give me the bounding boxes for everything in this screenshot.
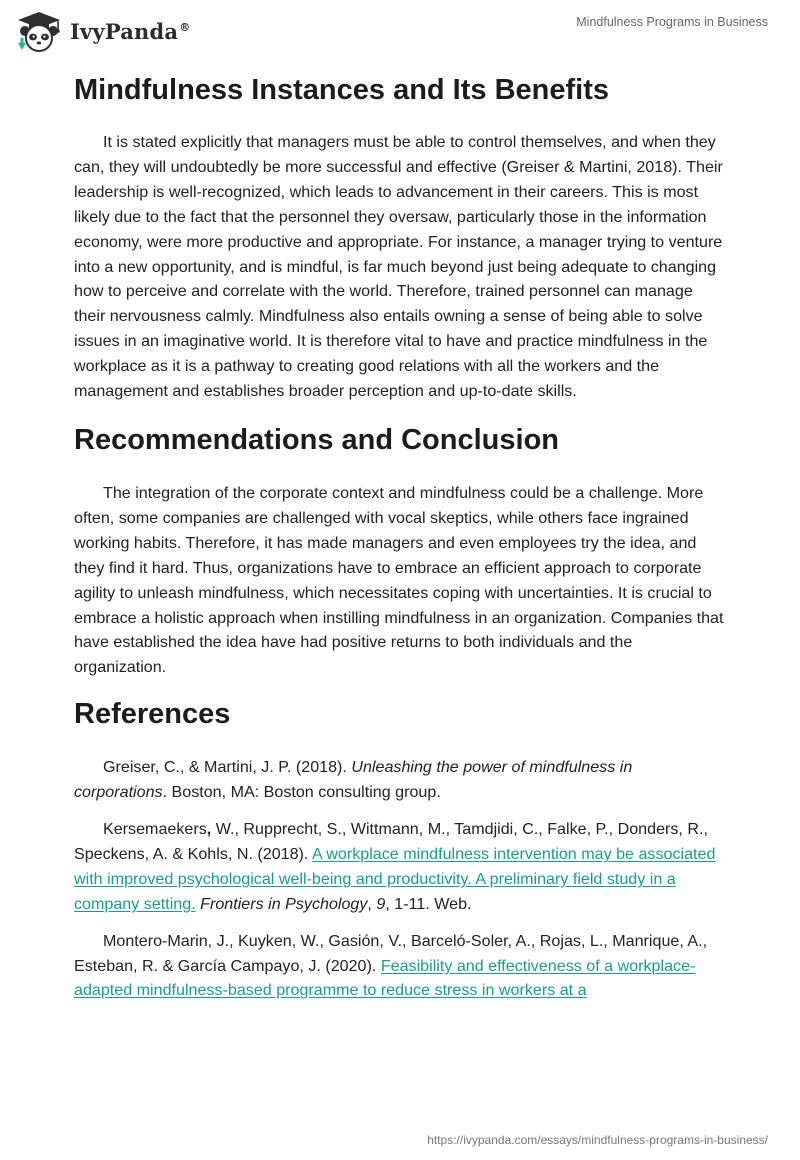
paragraph-recommendations: The integration of the corporate context and mindfulness could be a challenge. More often, some companies are challenged with vocal skeptics, while others face ingrained working habits. Therefore, it has made managers and even employees try the idea, and they find it hard. Thus, organizations have to embrace an efficient approach to corporate agility to unleash mindfulness, which necessitates coping with uncertainties. It is crucial to embrace a holistic approach when instilling mindfulness in an organization. Companies that have established the idea have had positive returns to both individuals and the organization.: [74, 483, 724, 677]
footer-url[interactable]: https://ivypanda.com/essays/mindfulness-programs-in-business/: [427, 1133, 768, 1147]
reference-item: Greiser, C., & Martini, J. P. (2018). Unleashing the power of mindfulness in corporations. Boston, MA: Boston consulting group.: [74, 758, 633, 802]
page-header: [0, 0, 800, 62]
essay-content: [74, 70, 724, 1015]
section-heading-recommendations: Recommendations and Conclusion: [74, 423, 559, 456]
reference-item: Kersemaekers, W., Rupprecht, S., Wittmann, M., Tamdjidi, C., Falke, P., Donders, R., Speckens, A. & Kohls, N. (2018). A workplace mindfulness intervention may be associated with improved psychological well-being and productivity. A preliminary field study in a company setting. Frontiers in Psychology, 9, 1-11. Web.: [74, 820, 716, 913]
panda-graduate-icon: [14, 10, 64, 52]
section-heading-references: References: [74, 698, 231, 731]
ivypanda-logo[interactable]: [14, 10, 190, 52]
reference-link[interactable]: A workplace mindfulness intervention may be associated with improved psychological well-being and productivity. A preliminary field study in a company setting.: [74, 844, 716, 913]
reference-item: Montero-Marin, J., Kuyken, W., Gasión, V., Barceló-Soler, A., Rojas, L., Manrique, A., Esteban, R. & García Campayo, J. (2020). Feasibility and effectiveness of a workplace-adapted mindfulness-based programme to reduce stress in workers at a: [74, 931, 708, 1000]
running-title: Mindfulness Programs in Business: [576, 15, 768, 29]
reference-link[interactable]: Feasibility and effectiveness of a workplace-adapted mindfulness-based programme to reduce stress in workers at a: [74, 956, 696, 1000]
section-heading-instances: Mindfulness Instances and Its Benefits: [74, 74, 609, 106]
paragraph-instances: It is stated explicitly that managers must be able to control themselves, and when they can, they will undoubtedly be more successful and effective (Greiser & Martini, 2018). Their leadership is well-recognized, which leads to advancement in their careers. This is most likely due to the fact that the personnel they oversaw, particularly those in the information economy, were more productive and appropriate. For instance, a manager trying to venture into a new opportunity, and is mindful, is far much beyond just being adequate to changing how to perceive and correlate with the world. Therefore, trained personnel can manage their nervousness calmly. Mindfulness also entails owning a sense of being able to solve issues in an imaginative world. It is therefore vital to have and practice mindfulness in the workplace as it is a pathway to creating good relations with all the workers and the management and establishes broader perception and up-to-date skills.: [74, 133, 723, 401]
brand-name: IvyPanda®: [70, 18, 191, 44]
